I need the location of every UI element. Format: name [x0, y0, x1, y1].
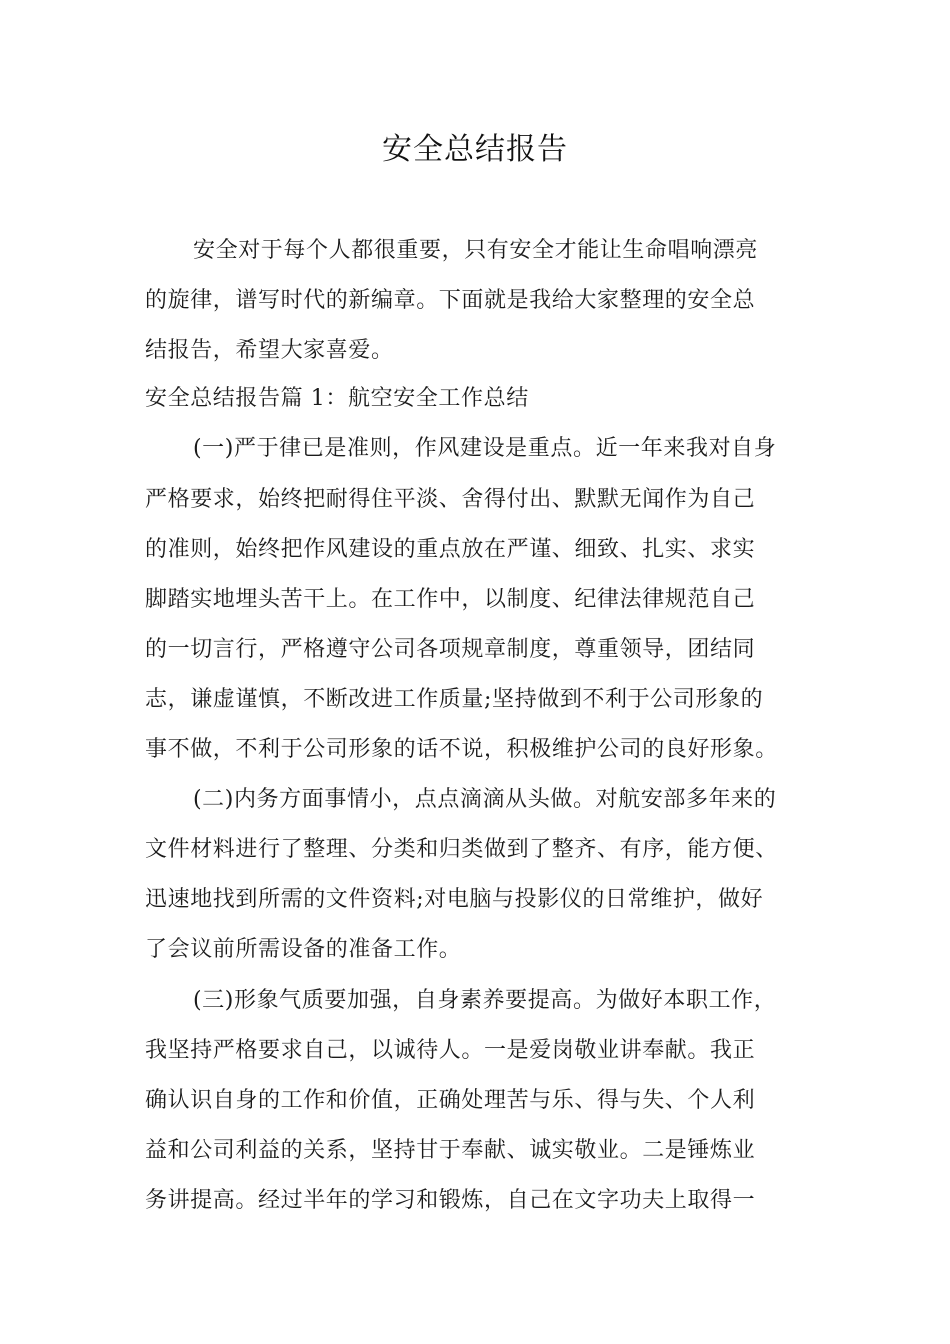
document-title: 安全总结报告: [382, 132, 568, 167]
para2-line-4: 了会议前所需设备的准备工作。: [145, 937, 462, 962]
para2-line-3: 迅速地找到所需的文件资料;对电脑与投影仪的日常维护，做好: [145, 887, 764, 912]
para2-line-1: (二)内务方面事情小，点点滴滴从头做。对航安部多年来的: [193, 787, 777, 812]
para1-line-2: 严格要求，始终把耐得住平淡、舍得付出、默默无闻作为自己: [145, 487, 756, 512]
para3-line-1: (三)形象气质要加强，自身素养要提高。为做好本职工作，: [193, 988, 777, 1013]
intro-line-1: 安全对于每个人都很重要，只有安全才能让生命唱响漂亮: [193, 238, 759, 263]
para2-line-2: 文件材料进行了整理、分类和归类做到了整齐、有序，能方便、: [145, 837, 778, 862]
para3-line-3: 确认识自身的工作和价值，正确处理苦与乐、得与失、个人利: [145, 1088, 756, 1113]
para1-line-6: 志，谦虚谨慎，不断改进工作质量;坚持做到不利于公司形象的: [145, 687, 764, 712]
section-heading: 安全总结报告篇 1：航空安全工作总结: [145, 386, 529, 411]
intro-line-3: 结报告，希望大家喜爱。: [145, 338, 394, 363]
para3-line-2: 我坚持严格要求自己，以诚待人。一是爱岗敬业讲奉献。我正: [145, 1038, 756, 1063]
intro-line-2: 的旋律，谱写时代的新编章。下面就是我给大家整理的安全总: [145, 288, 756, 313]
para1-line-1: (一)严于律已是准则，作风建设是重点。近一年来我对自身: [193, 436, 777, 461]
para1-line-3: 的准则，始终把作风建设的重点放在严谨、细致、扎实、求实: [145, 537, 756, 562]
para3-line-4: 益和公司利益的关系，坚持甘于奉献、诚实敬业。二是锤炼业: [145, 1138, 756, 1163]
para1-line-4: 脚踏实地埋头苦干上。在工作中，以制度、纪律法律规范自己: [145, 587, 756, 612]
para3-line-5: 务讲提高。经过半年的学习和锻炼，自己在文字功夫上取得一: [145, 1188, 756, 1213]
para1-line-7: 事不做，不利于公司形象的话不说，积极维护公司的良好形象。: [145, 737, 778, 762]
para1-line-5: 的一切言行，严格遵守公司各项规章制度，尊重领导，团结同: [145, 637, 756, 662]
